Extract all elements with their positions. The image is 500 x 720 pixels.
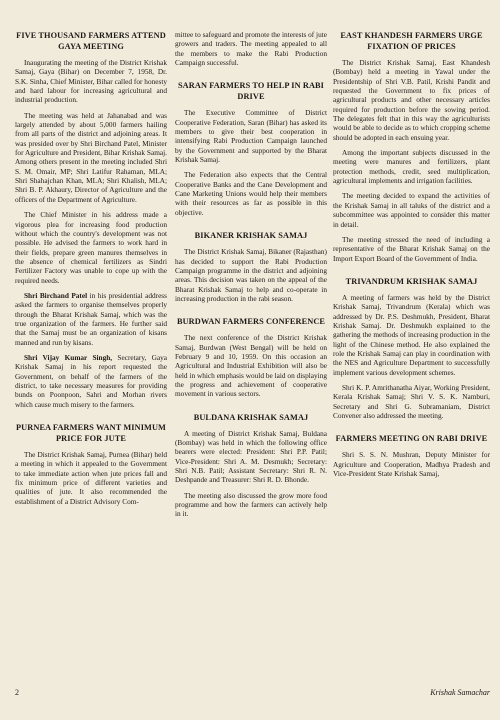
page-footer	[15, 688, 490, 702]
paragraph: The meeting was held at Jahanabad and was largely attended by about 5,000 farmers hailing from all parts of the district and adjoining areas. It was presided over by Shri Birchand Patel, Minister for Agriculture and President, Bihar Krishak Samaj. Among others present in the meeting included Shri S. M. Omair, MP; Shri Latifur Rahaman, MLA; Shri Shahajchan Khan, MLA; Shri Khalish, MLA; Shri B. P. Akhaury, Director of Agriculture and the officers of the Department of Agriculture.	[15, 110, 167, 204]
paragraph: The meeting decided to expand the activities of the Krishak Samaj in all taluks of the district and a subcommittee was appointed to consider this matter in detail.	[333, 191, 490, 229]
paragraph: Inaugurating the meeting of the District Krishak Samaj, Gaya (Bihar) on December 7, 1958, Dr. S.K. Sinha, Chief Minister, Bihar called for honesty and hard labour for increasing agricultural and industrial production.	[15, 58, 167, 105]
person-name: Shri Birchand Patel	[24, 290, 88, 300]
paragraph: mittee to safeguard and promote the interests of jute growers and traders. The meeting appealed to all the members to make the Rabi Production Campaign successful.	[175, 30, 327, 68]
headline-gaya-meeting: FIVE THOUSAND FARMERS ATTEND GAYA MEETING	[16, 31, 166, 51]
headline-bikaner-samaj: BIKANER KRISHAK SAMAJ	[194, 231, 308, 241]
magazine-name: Krishak Samachar	[430, 688, 490, 697]
paragraph: Shri S. S. N. Mushran, Deputy Minister for Agriculture and Cooperation, Madhya Pradesh and Vice-President State Krishak Samaj,	[333, 450, 490, 479]
paragraph: The Executive Committee of District Cooperative Federation, Saran (Bihar) has asked its members to give their best cooperation in intensifying Rabi Production Campaign launched by the Government and supported by the Bharat Krishak Samaj.	[175, 108, 327, 165]
headline-buldana-samaj: BULDANA KRISHAK SAMAJ	[193, 412, 309, 422]
paragraph: The meeting also discussed the grow more food programme and how the farmers can actively help in it.	[175, 490, 327, 519]
paragraph: Among the important subjects discussed in the meeting were manures and fertilizers, plant protection methods, credit, seed multiplication, agricultural implements and irrigation facilities.	[333, 148, 490, 186]
headline-burdwan-conference: BURDWAN FARMERS CONFERENCE	[176, 317, 326, 327]
paragraph	[15, 353, 167, 409]
paragraph: A meeting of District Krishak Samaj, Buldana (Bombay) was held in which the following office bearers were elected: President: Shri P.P. Patil; Vice-President: Shri A. M. Desmukh; Secretary: Shri N.B. Patil; Assistant Secretary: Shri R. N. Deshpande and Treasurer: Shri R. D. Bhonde.	[175, 428, 327, 485]
headline-saran-farmers: SARAN FARMERS TO HELP IN RABI DRIVE	[177, 81, 325, 102]
paragraph: Shri K. P. Amrithanatha Aiyar, Working President, Kerala Krishak Samaj; Shri V. S. K. Namburi, Secretary and Shri G. Subramaniam, District Convener also addressed the meeting.	[333, 382, 490, 420]
paragraph: The District Krishak Samaj, Purnea (Bihar) held a meeting in which it appealed to the Government to take immediate action when jute prices fall and fix minimum price of different varieties and qualities of jute. It also recommended the establishment of a District Advisory Com-	[15, 450, 167, 506]
paragraph: The Chief Minister in his address made a vigorous plea for increasing food production without which the country's development was not possible. He advised the farmers to work hard in their fields, prepare green manures themselves in the absence of chemical fertilizers as Sindri Fertilizer Factory was unable to cope up with the required needs.	[15, 210, 167, 285]
person-name: Shri Vijay Kumar Singh,	[24, 352, 113, 362]
headline-rabi-drive-meeting: FARMERS MEETING ON RABI DRIVE	[335, 434, 488, 444]
paragraph: The District Krishak Samaj, Bikaner (Rajasthan) has decided to support the Rabi Production Campaign programme in the district and adjoining areas. This decision was taken on the appeal of the Bharat Krishak Samaj to help and co-operate in increasing production in the rabi season.	[175, 247, 327, 303]
column-3	[333, 30, 490, 484]
paragraph: The next conference of the District Krishak Samaj, Burdwan (West Bengal) will be held on February 9 and 10, 1959. On this occasion an Agricultural and Industrial Exhibition will also be held in which emphasis would be laid on displaying the progress and achievement of cooperative movement in various sectors.	[175, 333, 327, 399]
paragraph: A meeting of farmers was held by the District Krishak Samaj, Trivandrum (Kerala) which was addressed by Dr. P.S. Deshmukh, President, Bharat Krishak Samaj. Dr. Deshmukh explained to the gathering the methods of increasing production in the light of the Chinese method. He also explained the role the Krishak Samaj can play in coordination with the NES and Agriculture Department to successfully implement various development schemes.	[333, 292, 490, 377]
headline-purnea-jute: PURNEA FARMERS WANT MINIMUM PRICE FOR JUTE	[16, 423, 166, 444]
paragraph: The District Krishak Samaj, East Khandesh (Bombay) held a meeting in Yawal under the Presidentship of Shri V.B. Patil, Krishi Pandit and requested the Government to fix prices of agricultural products and other necessary articles required for production before the sowing period. The delegates felt that in this way the agriculturists would be able to decide as to which cropping scheme should be adopted in each ensuing year.	[333, 58, 490, 142]
paragraph: The meeting stressed the need of including a representative of the Bharat Krishak Samaj on the Import Export Board of the Government of India.	[333, 234, 490, 263]
column-1	[15, 30, 167, 512]
paragraph: The Federation also expects that the Central Cooperative Banks and the Cane Development and Cane Marketing Unions would help their members with their resources as far as possible in this objective.	[175, 170, 327, 217]
paragraph-text: Secretary, Gaya Krishak Samaj in his report requested the Government, on behalf of the farmers of the district, to take necessary measures for providing bunds on Poonpoon, Sahri and Morhan rivers which cause much misery to the farmers.	[15, 352, 167, 409]
headline-trivandrum-samaj: TRIVANDRUM KRISHAK SAMAJ	[345, 276, 478, 286]
paragraph-text: in his presidential address asked the farmers to organise themselves properly through the Bharat Krishak Samaj, which was the true organization of the farmers. He further said that the Samaj must be an organization of kisans manned and run by kisans.	[15, 290, 167, 347]
headline-east-khandesh: EAST KHANDESH FARMERS URGE FIXATION OF PRICES	[340, 31, 483, 51]
paragraph	[15, 291, 167, 347]
page-number: 2	[15, 688, 19, 697]
column-2	[175, 30, 327, 525]
